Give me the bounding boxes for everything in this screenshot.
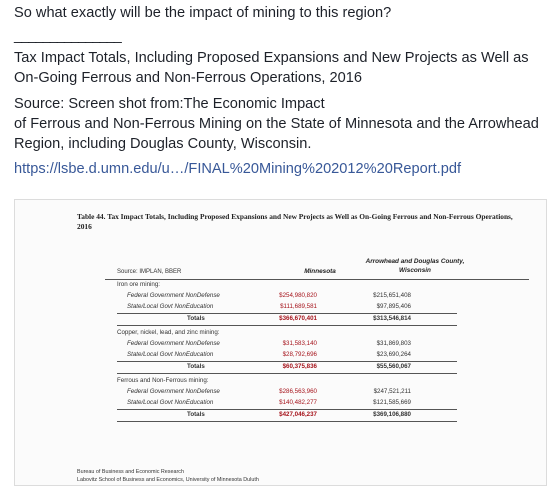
totals-row: Totals $366,670,401 $313,546,814 bbox=[117, 313, 457, 326]
table-row: Federal Government NonDefense $286,563,960 $247,521,211 bbox=[127, 388, 411, 395]
table-header bbox=[105, 253, 529, 280]
post-question: So what exactly will be the impact of mining to this region? bbox=[14, 5, 392, 21]
post-caption: Tax Impact Totals, Including Proposed Expansions and New Projects as Well as On-Going Ferrous and Non-Ferrous Operations, 2016 bbox=[14, 50, 529, 86]
table-title: Table 44. Tax Impact Totals, Including Proposed Expansions and New Projects as Well as On-Going Ferrous and Non-Ferrous Operations, 2016 bbox=[77, 212, 513, 231]
divider-line: _______________ bbox=[14, 28, 121, 44]
section-heading: Ferrous and Non-Ferrous mining: bbox=[117, 377, 209, 384]
table-row: State/Local Govt NonEducation $28,792,696 $23,690,264 bbox=[127, 351, 411, 358]
table-row: State/Local Govt NonEducation $140,482,277 $121,585,669 bbox=[127, 399, 411, 406]
totals-row: Totals $60,375,836 $55,560,067 bbox=[117, 361, 457, 374]
source-line-1: Source: Screen shot from:The Economic Impact bbox=[14, 96, 325, 112]
post-text bbox=[14, 0, 544, 179]
table-row: State/Local Govt NonEducation $111,689,581 $97,895,406 bbox=[127, 303, 411, 310]
report-screenshot[interactable] bbox=[14, 199, 547, 486]
post-source bbox=[14, 94, 544, 154]
table-row: Federal Government NonDefense $254,980,820 $215,651,408 bbox=[127, 292, 411, 299]
column-header-minnesota: Minnesota bbox=[304, 268, 336, 275]
report-link[interactable]: https://lsbe.d.umn.edu/u…/FINAL%20Mining%202012%20Report.pdf bbox=[14, 161, 461, 177]
section-heading: Copper, nickel, lead, and zinc mining: bbox=[117, 329, 220, 336]
table-body bbox=[117, 280, 457, 424]
table-row: Federal Government NonDefense $31,583,140 $31,869,803 bbox=[127, 340, 411, 347]
footer-line-2: Labovitz School of Business and Economics, University of Minnesota Duluth bbox=[77, 477, 259, 483]
column-header-arrowhead: Arrowhead and Douglas County, Wisconsin bbox=[365, 258, 465, 274]
totals-row: Totals $427,046,237 $369,106,880 bbox=[117, 409, 457, 422]
table-footer bbox=[77, 468, 259, 484]
footer-line-1: Bureau of Business and Economic Research bbox=[77, 469, 184, 475]
source-line-2: of Ferrous and Non-Ferrous Mining on the State of Minnesota and the Arrowhead Region, including Douglas County, Wisconsin. bbox=[14, 116, 539, 152]
source-label: Source: IMPLAN, BBER bbox=[117, 269, 182, 275]
section-heading: Iron ore mining: bbox=[117, 281, 160, 288]
